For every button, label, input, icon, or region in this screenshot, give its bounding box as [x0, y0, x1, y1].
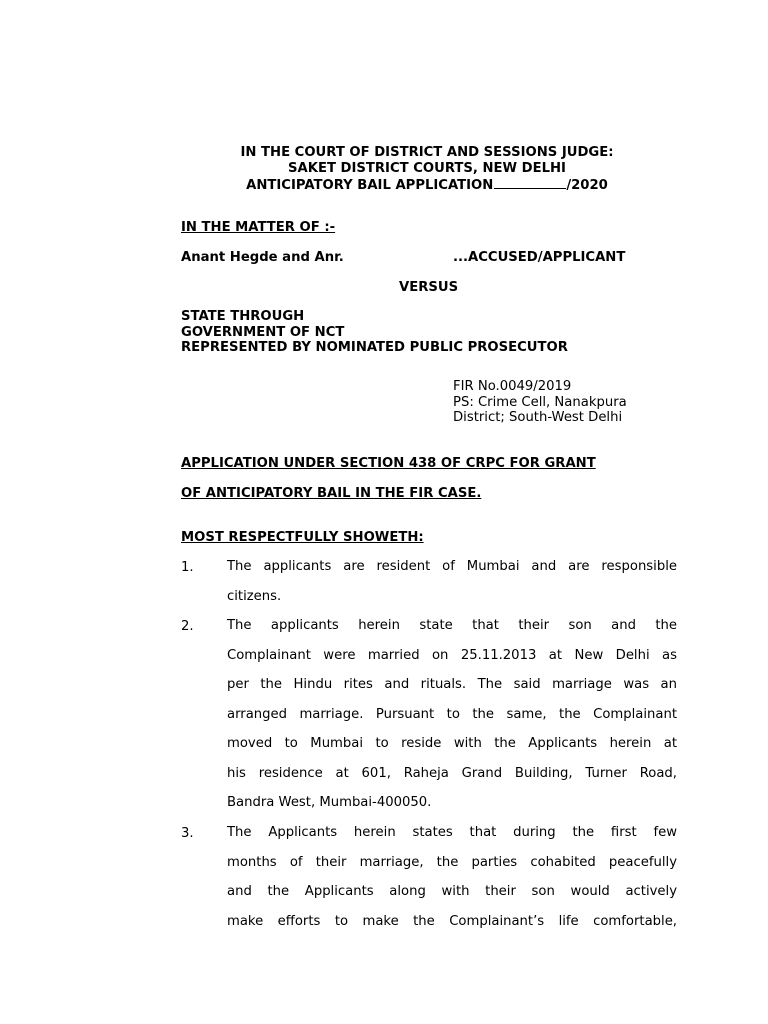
paragraph-line: months of their marriage, the parties cohabited peacefully: [227, 854, 677, 870]
paragraph-line: Bandra West, Mumbai-400050.: [227, 795, 432, 810]
paragraph-line: and the Applicants along with their son would actively: [227, 884, 677, 899]
paragraph-line: moved to Mumbai to reside with the Applicants herein at: [227, 736, 677, 751]
caption-line-application: [0, 176, 768, 194]
court-caption: [0, 145, 768, 194]
paragraph-3: [227, 818, 677, 936]
paragraph-number: 3.: [181, 826, 194, 841]
respondent-line: GOVERNMENT OF NCT: [181, 324, 345, 340]
fir-details: [453, 379, 627, 426]
respondent-line: REPRESENTED BY NOMINATED PUBLIC PROSECUTOR: [181, 340, 568, 355]
application-year: /2020: [566, 178, 608, 193]
paragraph-line: Complainant were married on 25.11.2013 at New Delhi as: [227, 647, 677, 663]
paragraph-line: his residence at 601, Raheja Grand Building, Turner Road,: [227, 765, 677, 781]
paragraph-line: The applicants herein state that their son and the: [227, 618, 677, 633]
applicant-role: ...ACCUSED/APPLICANT: [453, 250, 626, 265]
showeth-heading: MOST RESPECTFULLY SHOWETH:: [181, 530, 424, 545]
paragraph-number: 1.: [181, 560, 194, 575]
application-title-line: APPLICATION UNDER SECTION 438 OF CRPC FOR GRANT: [181, 456, 596, 471]
caption-line-court: IN THE COURT OF DISTRICT AND SESSIONS JUDGE:: [240, 145, 614, 160]
application-number-blank: [494, 176, 566, 189]
paragraph-line: The applicants are resident of Mumbai and are responsible: [227, 559, 677, 574]
paragraph-line: The Applicants herein states that during the first few: [227, 825, 677, 840]
paragraph-2: [227, 611, 677, 818]
matter-heading: IN THE MATTER OF :-: [181, 220, 336, 235]
paragraph-line: per the Hindu rites and rituals. The said marriage was an: [227, 677, 677, 692]
district: District; South-West Delhi: [453, 410, 623, 425]
paragraph-1: [227, 552, 677, 611]
respondent-block: [181, 309, 568, 356]
police-station: PS: Crime Cell, Nanakpura: [453, 394, 627, 410]
paragraph-number: 2.: [181, 619, 194, 634]
paragraph-line: make efforts to make the Complainant’s life comfortable,: [227, 913, 677, 929]
application-type: ANTICIPATORY BAIL APPLICATION: [246, 178, 494, 193]
paragraph-line: citizens.: [227, 588, 282, 604]
respondent-line: STATE THROUGH: [181, 309, 305, 324]
application-title-line: OF ANTICIPATORY BAIL IN THE FIR CASE.: [181, 486, 482, 501]
versus-label: VERSUS: [399, 280, 459, 295]
applicant-name: Anant Hegde and Anr.: [181, 250, 344, 265]
paragraph-line: arranged marriage. Pursuant to the same, the Complainant: [227, 706, 677, 722]
fir-number: FIR No.0049/2019: [453, 379, 572, 394]
caption-line-venue: SAKET DISTRICT COURTS, NEW DELHI: [288, 160, 566, 176]
